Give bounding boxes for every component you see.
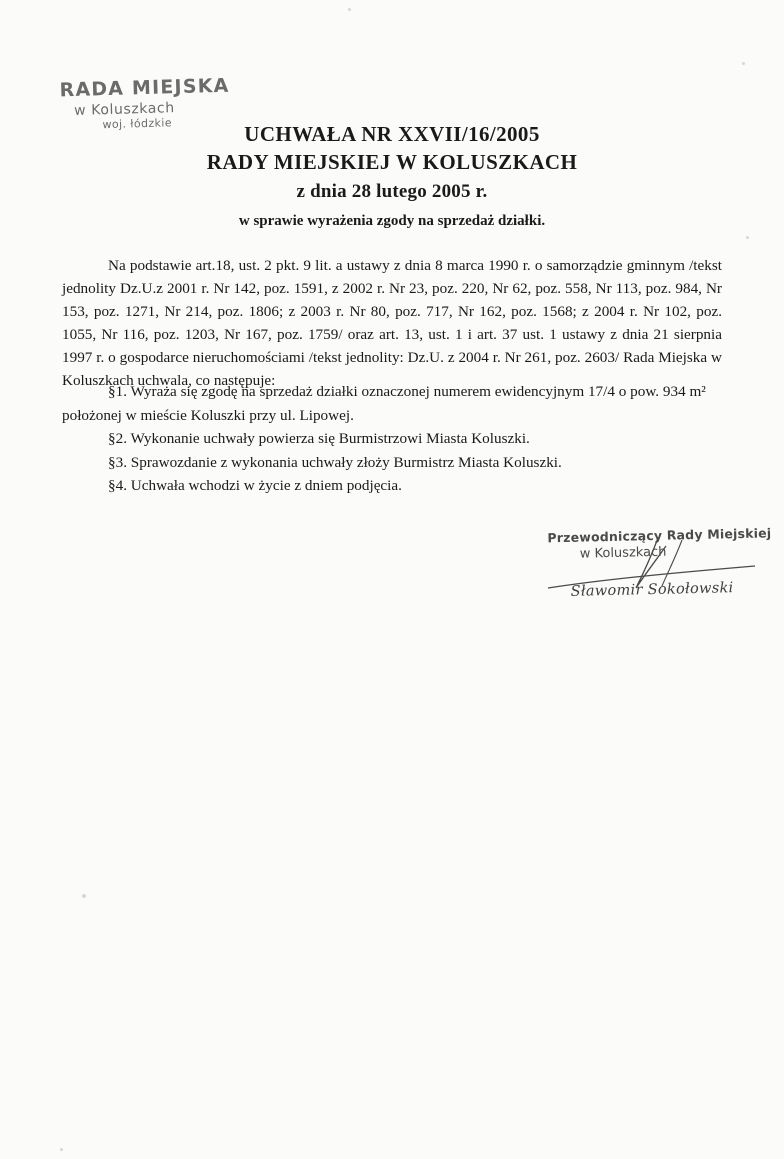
stamp-line-2: w Koluszkach [73, 100, 175, 119]
legal-basis-text: Na podstawie art.18, ust. 2 pkt. 9 lit. a ustawy z dnia 8 marca 1990 r. o samorządzie gminnym /tekst jednolity Dz.U.z 2001 r. Nr 142, poz. 1591, z 2002 r. Nr 23, poz. 220, Nr 62, poz. 558, Nr 113, poz. 984, Nr 153, poz. 1271, Nr 214, poz. 1806; z 2003 r. Nr 80, poz. 717, Nr 162, poz. 1568; z 2004 r. Nr 102, poz. 1055, Nr 116, poz. 1203, Nr 167, poz. 1759/ oraz art. 13, ust. 1 i art. 37 ust. 1 ustawy z dnia 21 sierpnia 1997 r. o gospodarce nieruchomościami /tekst jednolity: Dz.U. z 2004 r. Nr 261, poz. 2603/ Rada Miejska w Koluszkach uchwala, co następuje: [62, 257, 722, 390]
scan-speck [742, 62, 745, 65]
section-3: §3. Sprawozdanie z wykonania uchwały złoży Burmistrz Miasta Koluszki. [108, 453, 562, 471]
scan-speck [82, 894, 86, 898]
section-2: §2. Wykonanie uchwały powierza się Burmistrzowi Miasta Koluszki. [108, 430, 530, 448]
signatory-name: Sławomir Sokołowski [570, 580, 734, 600]
scan-speck [746, 236, 749, 239]
resolution-sections [62, 380, 722, 498]
section-4: §4. Uchwała wchodzi w życie z dniem podjęcia. [108, 477, 402, 495]
resolution-subject: w sprawie wyrażenia zgody na sprzedaż działki. [238, 213, 546, 229]
stamp-line-1: RADA MIEJSKA [59, 74, 230, 102]
scan-speck [60, 1148, 63, 1151]
signatory-place: w Koluszkach [579, 544, 667, 562]
stamp-line-3: woj. łódzkie [102, 116, 173, 132]
legal-basis-paragraph [62, 254, 722, 393]
resolution-number: UCHWAŁA NR XXVII/16/2005 [244, 122, 540, 146]
signatory-role: Przewodniczący Rady Miejskiej [547, 525, 772, 546]
resolution-date: z dnia 28 lutego 2005 r. [296, 180, 488, 202]
signature-block [547, 525, 772, 601]
scan-speck [348, 8, 351, 11]
issuing-body: RADY MIEJSKIEJ W KOLUSZKACH [206, 150, 578, 175]
section-1: §1. Wyraża się zgodę na sprzedaż działki oznaczonej numerem ewidencyjnym 17/4 o pow. 934 m² położonej w mieście Koluszki przy ul. Lipowej. [62, 383, 706, 424]
document-title-block [0, 120, 784, 205]
